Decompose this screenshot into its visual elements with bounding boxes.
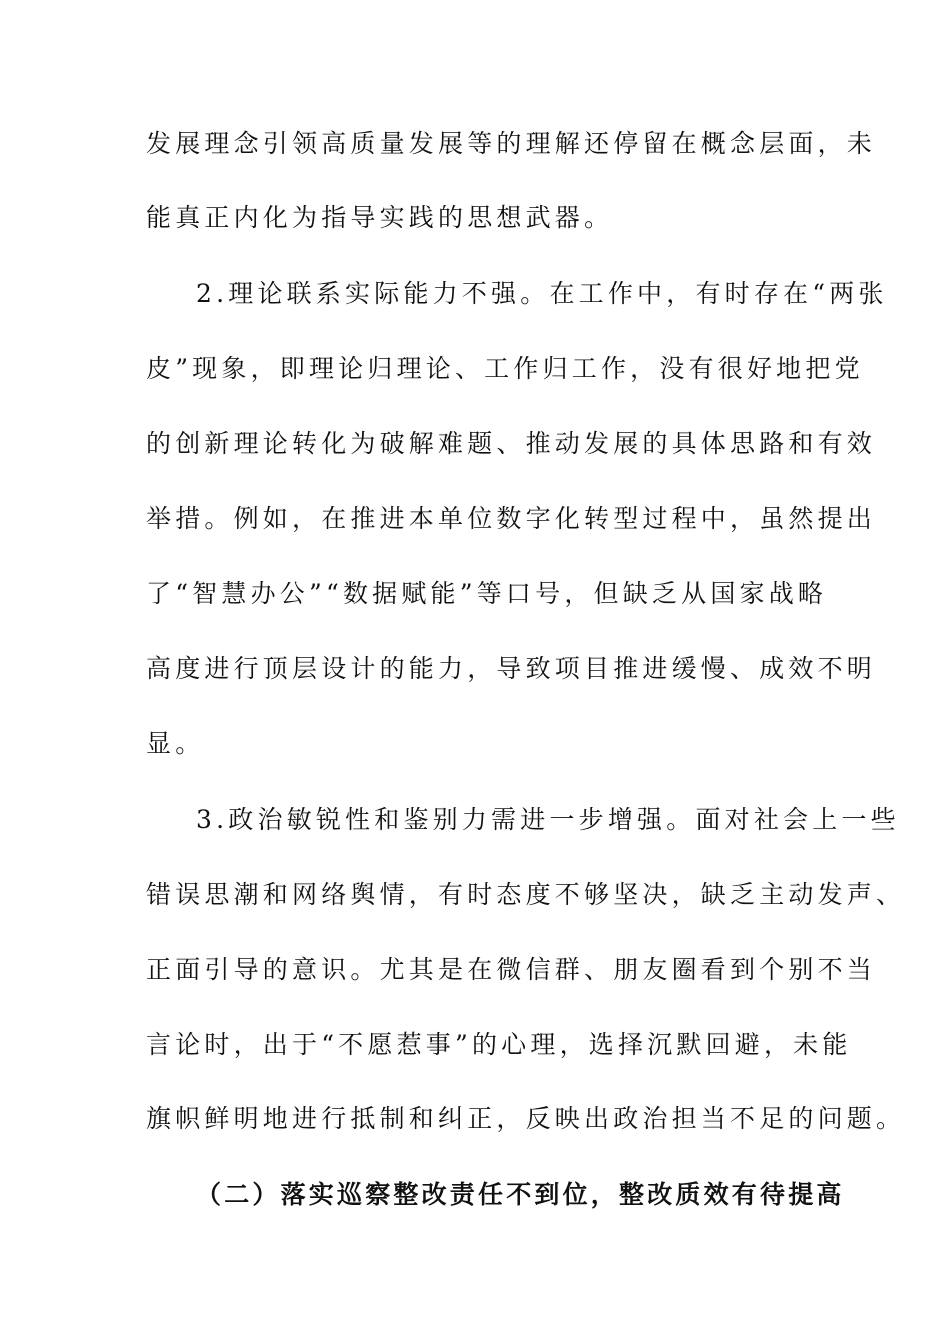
paragraph-2-start: 2.理论联系实际能力不强。在工作中，有时存在“两张 — [196, 279, 888, 308]
text-line: 高度进行顶层设计的能力，导致项目推进缓慢、成效不明 — [146, 654, 877, 683]
text-line: 旗帜鲜明地进行抵制和纠正，反映出政治担当不足的问题。 — [146, 1104, 906, 1133]
text-line: 了“智慧办公”“数据赋能”等口号，但缺乏从国家战略 — [146, 579, 828, 608]
text-line: 错误思潮和网络舆情，有时态度不够坚决，缺乏主动发声、 — [146, 880, 906, 909]
paragraph-3-start: 3.政治敏锐性和鉴别力需进一步增强。面对社会上一些 — [196, 805, 900, 834]
text-line: 言论时，出于“不愿惹事”的心理，选择沉默回避，未能 — [146, 1030, 852, 1059]
section-heading: （二）落实巡察整改责任不到位，整改质效有待提高 — [196, 1180, 845, 1209]
text-line: 发展理念引领高质量发展等的理解还停留在概念层面，未 — [146, 129, 877, 158]
text-line: 显。 — [146, 729, 205, 758]
text-line: 能真正内化为指导实践的思想武器。 — [146, 203, 614, 232]
text-line: 的创新理论转化为破解难题、推动发展的具体思路和有效 — [146, 429, 877, 458]
text-line: 举措。例如，在推进本单位数字化转型过程中，虽然提出 — [146, 504, 877, 533]
text-line: 皮”现象，即理论归理论、工作归工作，没有很好地把党 — [146, 354, 864, 383]
text-line: 正面引导的意识。尤其是在微信群、朋友圈看到个别不当 — [146, 955, 877, 984]
